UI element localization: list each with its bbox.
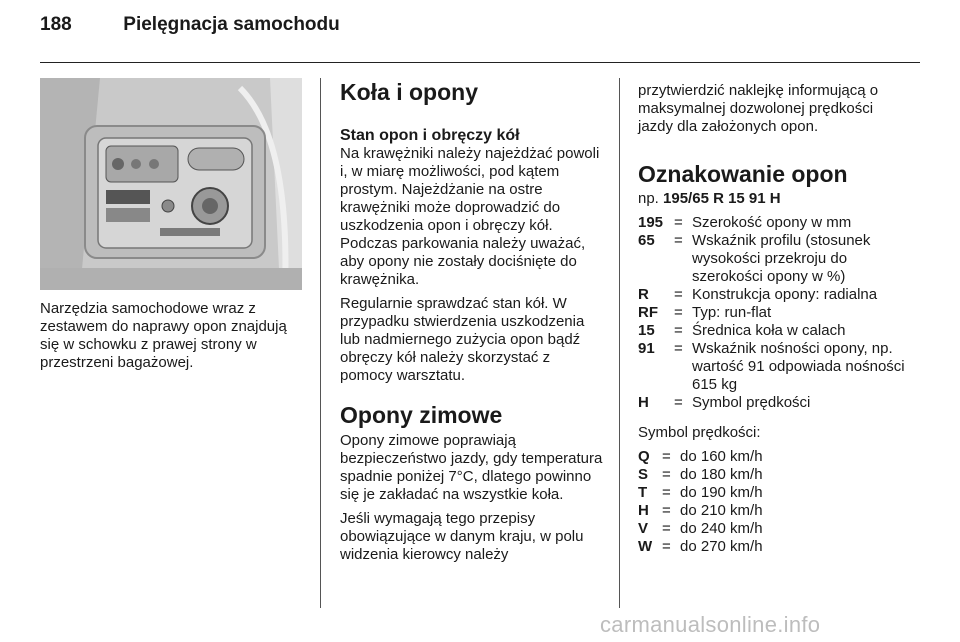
row-equals: = bbox=[674, 304, 683, 321]
heading-winter-tyres: Opony zimowe bbox=[340, 402, 503, 428]
row-description: Konstrukcja opony: radialna bbox=[692, 286, 878, 303]
subheading-tyre-condition: Stan opon i obręczy kół bbox=[340, 127, 520, 144]
definition-row bbox=[638, 304, 910, 322]
row-description: do 240 km/h bbox=[680, 520, 763, 537]
page-header bbox=[40, 14, 340, 36]
row-key: 91 bbox=[638, 340, 655, 357]
row-description: do 160 km/h bbox=[680, 448, 763, 465]
speed-row bbox=[638, 466, 763, 484]
row-key: H bbox=[638, 502, 649, 519]
page-number: 188 bbox=[40, 14, 72, 35]
row-description: Średnica koła w calach bbox=[692, 322, 846, 339]
row-equals: = bbox=[662, 538, 671, 555]
heading-tyre-markings: Oznakowanie opon bbox=[638, 161, 848, 187]
example-line bbox=[638, 190, 910, 208]
paragraph-winter: Opony zimowe poprawiają bezpieczeństwo jazdy, gdy temperatura spadnie poniżej 7°C, dlatego powinno się je zakładać na wszystkie koła. bbox=[340, 432, 603, 503]
row-key: W bbox=[638, 538, 653, 555]
row-equals: = bbox=[674, 322, 683, 339]
paragraph-sticker: przytwierdzić naklejkę informującą o maksymalnej dozwolonej prędkości jazdy dla założonych opon. bbox=[638, 82, 879, 135]
row-equals: = bbox=[674, 394, 683, 411]
speed-row bbox=[638, 448, 763, 466]
definition-row bbox=[638, 214, 910, 232]
row-equals: = bbox=[674, 286, 683, 303]
row-description: Wskaźnik nośności opony, np. wartość 91 odpowiada nośności 615 kg bbox=[692, 340, 905, 393]
row-key: T bbox=[638, 484, 648, 501]
example-code: 195/65 R 15 91 H bbox=[663, 190, 781, 207]
row-key: R bbox=[638, 286, 649, 303]
watermark: carmanualsonline.info bbox=[600, 612, 821, 637]
row-description: Symbol prędkości bbox=[692, 394, 811, 411]
row-description: do 190 km/h bbox=[680, 484, 763, 501]
paragraph-curbs: Na krawężniki należy najeżdżać powoli i, w miarę możliwości, pod kątem prostym. Najeżdżanie na ostre krawężniki może doprowadzić do uszkodzenia opon i obręczy kół. Podczas parkowania należy uważać, aby opony nie zostały dociśnięte do krawężnika. bbox=[340, 145, 600, 288]
row-description: Wskaźnik profilu (stosunek wysokości przekroju do szerokości opony w %) bbox=[692, 232, 871, 285]
row-equals: = bbox=[674, 340, 683, 357]
speed-symbol-label: Symbol prędkości: bbox=[638, 424, 761, 441]
definition-row bbox=[638, 322, 910, 340]
example-prefix: np. bbox=[638, 190, 659, 207]
header-rule bbox=[40, 62, 920, 63]
column-divider-1 bbox=[320, 78, 321, 608]
speed-row bbox=[638, 538, 763, 556]
row-key: 15 bbox=[638, 322, 655, 339]
speed-row bbox=[638, 502, 763, 520]
paragraph-check: Regularnie sprawdzać stan kół. W przypadku stwierdzenia uszkodzenia lub nadmiernego zużycia opon bądź obręczy kół należy skorzystać z pomocy warsztatu. bbox=[340, 295, 585, 384]
row-key: H bbox=[638, 394, 649, 411]
definition-row bbox=[638, 394, 910, 412]
section-title: Pielęgnacja samochodu bbox=[123, 14, 340, 35]
heading-wheels-tyres: Koła i opony bbox=[340, 79, 478, 105]
row-equals: = bbox=[662, 484, 671, 501]
row-equals: = bbox=[662, 502, 671, 519]
right-column bbox=[638, 82, 910, 556]
row-equals: = bbox=[662, 520, 671, 537]
row-equals: = bbox=[674, 214, 683, 231]
row-description: do 180 km/h bbox=[680, 466, 763, 483]
row-equals: = bbox=[674, 232, 683, 249]
column-divider-2 bbox=[619, 78, 620, 608]
row-description: do 210 km/h bbox=[680, 502, 763, 519]
speed-symbols bbox=[638, 448, 763, 556]
paragraph-regulations: Jeśli wymagają tego przepisy obowiązujące w danym kraju, w polu widzenia kierowcy należy bbox=[340, 510, 584, 563]
row-key: V bbox=[638, 520, 649, 537]
row-description: Szerokość opony w mm bbox=[692, 214, 852, 231]
speed-row bbox=[638, 520, 763, 538]
photo-illustration bbox=[40, 78, 302, 290]
photo-caption: Narzędzia samochodowe wraz z zestawem do naprawy opon znajdują się w schowku z prawej strony w przestrzeni bagażowej. bbox=[40, 300, 287, 371]
definition-row bbox=[638, 232, 910, 286]
definition-row bbox=[638, 286, 910, 304]
trunk-tool-compartment-photo bbox=[40, 78, 302, 290]
definition-row bbox=[638, 340, 910, 394]
row-description: Typ: run-flat bbox=[692, 304, 772, 321]
middle-column bbox=[340, 78, 605, 570]
row-key: 65 bbox=[638, 232, 655, 249]
speed-row bbox=[638, 484, 763, 502]
row-description: do 270 km/h bbox=[680, 538, 763, 555]
row-key: RF bbox=[638, 304, 658, 321]
row-key: Q bbox=[638, 448, 650, 465]
left-column bbox=[40, 300, 302, 378]
row-key: S bbox=[638, 466, 649, 483]
row-key: 195 bbox=[638, 214, 664, 231]
row-equals: = bbox=[662, 448, 671, 465]
marking-definitions bbox=[638, 214, 910, 412]
row-equals: = bbox=[662, 466, 671, 483]
